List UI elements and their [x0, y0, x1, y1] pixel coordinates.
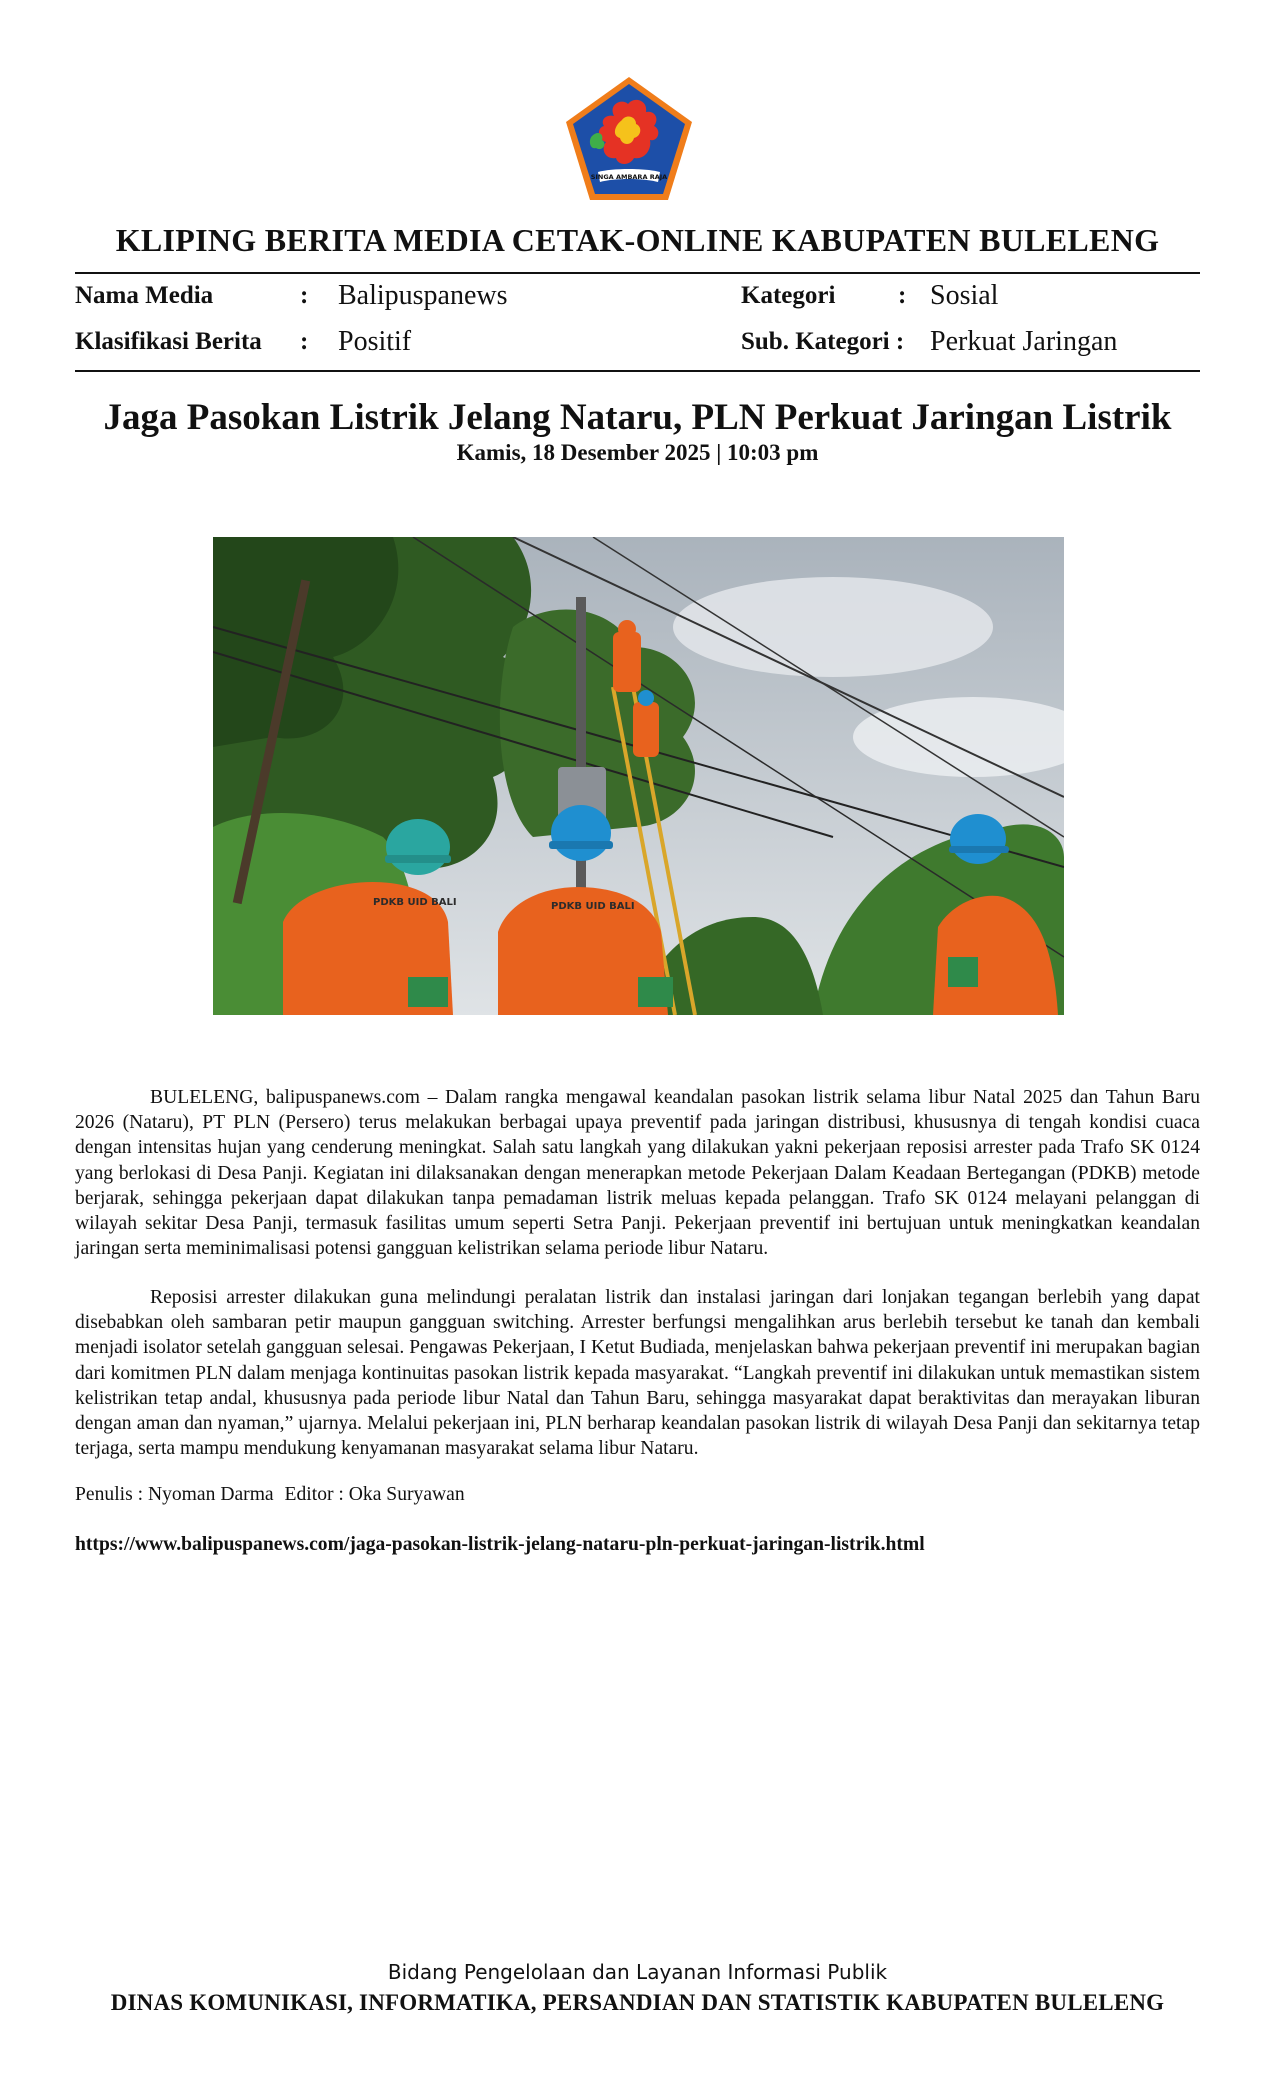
- vest-label-2: PDKB UID BALI: [551, 901, 635, 912]
- editor-credit: Editor : Oka Suryawan: [284, 1484, 465, 1505]
- vest-label-1: PDKB UID BALI: [373, 897, 457, 908]
- article-paragraph-2: [75, 1285, 1200, 1461]
- article-photo: [213, 537, 1064, 1015]
- kategori-label: Kategori: [741, 282, 836, 309]
- footer-agency: DINAS KOMUNIKASI, INFORMATIKA, PERSANDIAN DAN STATISTIK KABUPATEN BULELENG: [110, 1990, 1165, 2015]
- media-colon: :: [300, 282, 309, 309]
- kabupaten-emblem-logo: [562, 74, 696, 204]
- paragraph-2-text: Reposisi arrester dilakukan guna melindungi peralatan listrik dan instalasi jaringan dari lonjakan tegangan berlebih yang dapat disebabkan oleh sambaran petir maupun gangguan switching. Arrester berfungsi mengalihkan arus berlebih tersebut ke tanah dan kembali menjadi isolator setelah gangguan selesai. Pengawas Pekerjaan, I Ketut Budiada, menjelaskan bahwa pekerjaan preventif ini merupakan bagian dari komitmen PLN dalam menjaga kontinuitas pasokan listrik kepada masyarakat. “Langkah preventif ini dilakukan untuk memastikan sistem kelistrikan tetap andal, khususnya pada periode libur Natal dan Tahun Baru, sehingga masyarakat dapat beraktivitas dan merayakan liburan dengan aman dan nyaman,” ujarnya. Melalui pekerjaan ini, PLN berharap keandalan pasokan listrik di wilayah Desa Panji dan sekitarnya tetap terjaga, serta mampu mendukung kenyamanan masyarakat selama libur Nataru.: [75, 1287, 1200, 1460]
- emblem-icon: [562, 74, 696, 204]
- article-source-url: https://www.balipuspanews.com/jaga-pasokan-listrik-jelang-nataru-pln-perkuat-jaringan-listrik.html: [75, 1534, 925, 1555]
- sub-kategori-label: Sub. Kategori :: [741, 328, 905, 355]
- header-divider-top: [75, 272, 1200, 274]
- media-label: Nama Media: [75, 282, 214, 309]
- header-divider-bottom: [75, 370, 1200, 372]
- writer-credit: Penulis : Nyoman Darma: [75, 1484, 274, 1505]
- article-credits: [75, 1484, 465, 1506]
- clipping-header-title: KLIPING BERITA MEDIA CETAK-ONLINE KABUPATEN BULELENG: [115, 222, 1160, 258]
- footer-department: Bidang Pengelolaan dan Layanan Informasi Publik: [387, 1960, 888, 1984]
- kategori-colon: :: [898, 282, 907, 309]
- klasifikasi-label: Klasifikasi Berita: [75, 328, 262, 355]
- paragraph-1-text: BULELENG, balipuspanews.com – Dalam rangka mengawal keandalan pasokan listrik selama libur Natal 2025 dan Tahun Baru 2026 (Nataru), PT PLN (Persero) terus melakukan berbagai upaya preventif pada jaringan distribusi, khususnya di tengah kondisi cuaca dengan intensitas hujan yang cenderung meningkat. Salah satu langkah yang dilakukan yakni pekerjaan reposisi arrester pada Trafo SK 0124 yang berlokasi di Desa Panji. Kegiatan ini dilaksanakan dengan menerapkan metode Pekerjaan Dalam Keadaan Bertegangan (PDKB) metode berjarak, sehingga pekerjaan dapat dilakukan tanpa pemadaman listrik meluas kepada pelanggan. Trafo SK 0124 melayani pelanggan di wilayah sekitar Desa Panji, termasuk fasilitas umum seperti Setra Panji. Pekerjaan preventif ini bertujuan untuk meningkatkan keandalan jaringan serta meminimalisasi potensi gangguan kelistrikan selama periode libur Nataru.: [75, 1087, 1200, 1260]
- kategori-value: Sosial: [930, 280, 999, 311]
- article-date: Kamis, 18 Desember 2025 | 10:03 pm: [456, 440, 819, 465]
- klasifikasi-value: Positif: [338, 326, 412, 357]
- sub-kategori-value: Perkuat Jaringan: [930, 326, 1118, 357]
- emblem-motto-text: SINGA AMBARA RAJA: [590, 173, 668, 181]
- klasifikasi-colon: :: [300, 328, 309, 355]
- article-title: Jaga Pasokan Listrik Jelang Nataru, PLN Perkuat Jaringan Listrik: [103, 397, 1172, 438]
- media-value: Balipuspanews: [338, 280, 508, 311]
- article-paragraph-1: [75, 1085, 1200, 1261]
